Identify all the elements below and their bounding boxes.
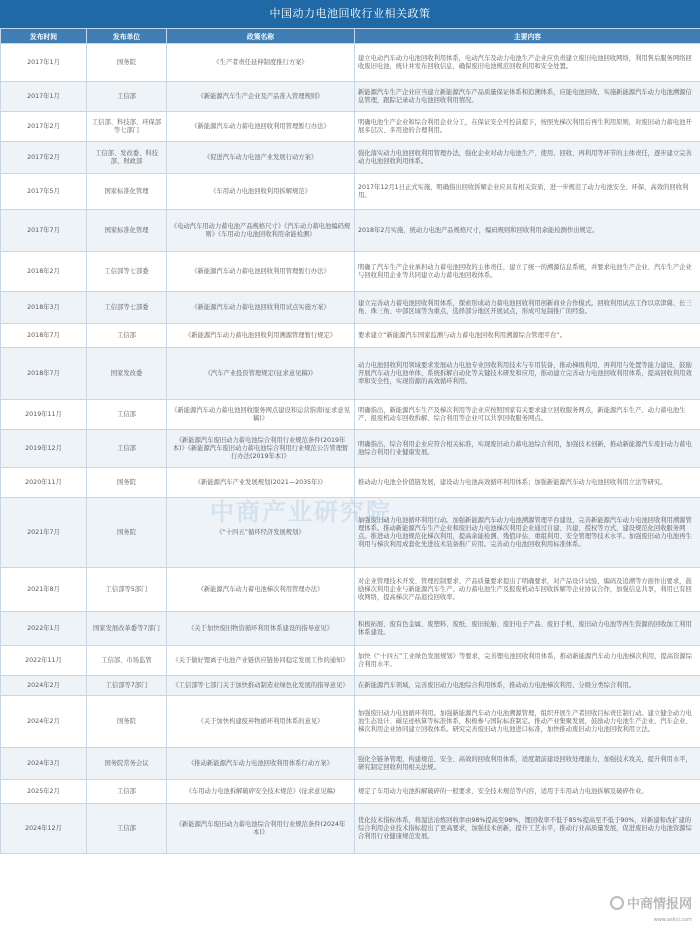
cell-name: 《新能源汽车产业发展规划(2021—2035年)》 bbox=[167, 468, 355, 498]
cell-content: 明确了汽车生产企业承担动力蓄电池回收的主体责任，建立了统一的溯源信息系统，并要求电池生产企业、汽车生产企业与回收利用企业等共同建立动力蓄电池回收体系。 bbox=[355, 252, 700, 292]
cell-time: 2022年1月 bbox=[1, 612, 87, 646]
table-row bbox=[1, 498, 700, 568]
cell-content: 对企业管理技术开发、管理控制要求、产品质量要求提出了明确要求，对产品设计试验、编码及追溯等方面作出要求，鼓励梯次利用企业与新能源汽车生产、动力蓄电池生产及报废机动车回收拆解等企业协议合作，加强信息共享，利用已有回收网络，提高梯次产品退役回收率。 bbox=[355, 568, 700, 612]
table-row bbox=[1, 676, 700, 696]
cell-content: 规定了车用动力电池拆解破碎的一般要求、安全技术规范等内容，适用于车用动力电池拆解及破碎作业。 bbox=[355, 780, 700, 804]
cell-content: 强化落实动力电池回收利用管理办法，强化企业对动力电池生产、使用、回收、再利用等环节的主体责任，逐步建立完善动力电池回收利用体系。 bbox=[355, 142, 700, 174]
page-title: 中国动力电池回收行业相关政策 bbox=[0, 0, 700, 28]
table-row bbox=[1, 400, 700, 430]
cell-dept: 工信部、发改委、科技部、财政部 bbox=[87, 142, 167, 174]
cell-dept: 工信部等七部委 bbox=[87, 252, 167, 292]
cell-time: 2024年12月 bbox=[1, 804, 87, 854]
cell-content: 推动动力电池全价值链发展，建设动力电池高效循环利用体系；加强新能源汽车动力电池回收利用立法等研究。 bbox=[355, 468, 700, 498]
table-row bbox=[1, 82, 700, 112]
cell-content: 明确电池生产企业和综合利用企业分工，在保证安全可控前提下，按照先梯次利用后再生利用原则，对废旧动力蓄电池开展多层次、多用途的合理利用。 bbox=[355, 112, 700, 142]
cell-name: 《生产者责任延伸制度推行方案》 bbox=[167, 44, 355, 82]
table-row bbox=[1, 568, 700, 612]
cell-dept: 工信部等七部委 bbox=[87, 292, 167, 324]
cell-dept: 国务院 bbox=[87, 498, 167, 568]
cell-time: 2021年8月 bbox=[1, 568, 87, 612]
cell-dept: 国务院 bbox=[87, 696, 167, 748]
cell-time: 2024年3月 bbox=[1, 748, 87, 780]
cell-time: 2019年11月 bbox=[1, 400, 87, 430]
cell-time: 2025年2月 bbox=[1, 780, 87, 804]
cell-name: 《车用动力电池拆解破碎安全技术规范》(征求意见稿) bbox=[167, 780, 355, 804]
cell-time: 2017年2月 bbox=[1, 142, 87, 174]
cell-time: 2017年5月 bbox=[1, 174, 87, 210]
cell-time: 2018年3月 bbox=[1, 292, 87, 324]
cell-name: 《新能源汽车废旧动力蓄电池综合利用行业规范条件(2024年本)》 bbox=[167, 804, 355, 854]
cell-dept: 工信部 bbox=[87, 400, 167, 430]
cell-dept: 工信部等7部门 bbox=[87, 676, 167, 696]
cell-name: 《新能源汽车动力蓄电池回收利用试点实施方案》 bbox=[167, 292, 355, 324]
cell-time: 2024年2月 bbox=[1, 676, 87, 696]
cell-time: 2017年2月 bbox=[1, 112, 87, 142]
table-row bbox=[1, 324, 700, 348]
header-dept: 发布单位 bbox=[87, 29, 167, 44]
cell-dept: 国务院 bbox=[87, 44, 167, 82]
cell-content: 优化技术指标体系，将湿法冶炼回收率由98%提高至98%，锂回收率不低于85%提高至不低于90%，对新建和改扩建的综合利用企业技术指标提出了更高要求，加强技术创新，提升工艺水平，推动行业高质量发展，促进废旧动力电池资源综合利用行业健康规范发展。 bbox=[355, 804, 700, 854]
cell-dept: 国家标准化管理 bbox=[87, 210, 167, 252]
cell-content: 明确指出，新能源汽车生产及梯次利用等企业应按照国家有关要求建立回收服务网点，新能源汽车生产、动力蓄电池生产、报废机动车回收拆解、综合利用等企业可以共享回收服务网点。 bbox=[355, 400, 700, 430]
cell-name: 《“十四五”循环经济发展规划》 bbox=[167, 498, 355, 568]
brand-logo bbox=[610, 893, 692, 912]
cell-dept: 国务院常务会议 bbox=[87, 748, 167, 780]
cell-dept: 工信部、市场监管 bbox=[87, 646, 167, 676]
table-row bbox=[1, 804, 700, 854]
cell-name: 《新能源汽车动力蓄电池回收利用溯源管理暂行规定》 bbox=[167, 324, 355, 348]
policy-table bbox=[0, 28, 700, 854]
cell-time: 2017年1月 bbox=[1, 82, 87, 112]
cell-content: 加强废旧动力电池循环利用行动。加强新能源汽车动力电池溯源管理平台建设，完善新能源汽车动力电池回收利用溯源管理体系。推动新能源汽车生产企业和废旧动力电池梯次利用企业通过自建、共建、授权等方式，建设规范化回收服务网点。推进动力电池规范化梯次利用，提高余能检测、残值评估、重组利用、安全管理等技术水平。加强废旧动力电池再生利用与梯次利用成套化先进技术装备推广应用。完善动力电池回收利用标准体系。 bbox=[355, 498, 700, 568]
cell-content: 建立电动汽车动力电池回收利用体系，电动汽车及动力电池生产企业应负责建立废旧电池回收网络，利用售后服务网络回收废旧电池，统计并发布回收信息，确保废旧电池规范回收利用和安全处置。 bbox=[355, 44, 700, 82]
cell-time: 2022年11月 bbox=[1, 646, 87, 676]
cell-time: 2017年7月 bbox=[1, 210, 87, 252]
header-content: 主要内容 bbox=[355, 29, 700, 44]
cell-time: 2021年7月 bbox=[1, 498, 87, 568]
table-row bbox=[1, 292, 700, 324]
header-name: 政策名称 bbox=[167, 29, 355, 44]
header-time: 发布时间 bbox=[1, 29, 87, 44]
cell-content: 要求建立“新能源汽车国家监测与动力蓄电池回收利用溯源综合管理平台”。 bbox=[355, 324, 700, 348]
cell-name: 《新能源汽车生产企业及产品准入管理规则》 bbox=[167, 82, 355, 112]
table-row bbox=[1, 646, 700, 676]
cell-content: 动力电池回收利用领域要求发展动力电池专业回收利用技术与专用装备，推动梯级利用、再利用与处置等能力建设，鼓励开展汽车动力电池单体、系统拆解自动化等关键技术研发和应用，推动建立完善动力电池回收利用体系，提高回收利用效率和安全性，实现资源的高效循环利用。 bbox=[355, 348, 700, 400]
cell-name: 《电动汽车用动力蓄电池产品规格尺寸》《汽车动力蓄电池编码规则》《车用动力电池回收利用余能检测》 bbox=[167, 210, 355, 252]
cell-time: 2018年7月 bbox=[1, 324, 87, 348]
table-row bbox=[1, 348, 700, 400]
cell-content: 建立完善动力蓄电池回收利用体系，探索形成动力蓄电池回收利用创新商业合作模式。回收利用试点工作以京津冀、长三角、珠三角、中部区域等为重点，选择部分地区开展试点，形成可复制推广的经验。 bbox=[355, 292, 700, 324]
table-body bbox=[1, 44, 700, 854]
cell-content: 明确指出，综合利用企业应符合相关标准，实现废旧动力蓄电池综合利用，加强技术创新，推动新能源汽车废旧动力蓄电池综合利用行业健康发展。 bbox=[355, 430, 700, 468]
table-row bbox=[1, 252, 700, 292]
cell-name: 《汽车产业投资管理规定(征求意见稿)》 bbox=[167, 348, 355, 400]
table-row bbox=[1, 112, 700, 142]
cell-name: 《新能源汽车动力蓄电池回收利用管理暂行办法》 bbox=[167, 252, 355, 292]
cell-name: 《促进汽车动力电池产业发展行动方案》 bbox=[167, 142, 355, 174]
cell-time: 2024年2月 bbox=[1, 696, 87, 748]
cell-time: 2019年12月 bbox=[1, 430, 87, 468]
cell-content: 2018年2月实施，统动力电池产品规格尺寸，编码规则和回收利用余能检测作出规定。 bbox=[355, 210, 700, 252]
brand-name: 中商情报网 bbox=[626, 897, 692, 912]
brand-logo-icon bbox=[610, 896, 624, 910]
cell-name: 《关于做好锂离子电池产业链供应链协同稳定发展工作的通知》 bbox=[167, 646, 355, 676]
table-row bbox=[1, 174, 700, 210]
cell-dept: 国务院 bbox=[87, 468, 167, 498]
cell-dept: 工信部 bbox=[87, 804, 167, 854]
cell-content: 2017年12月1日正式实施，明确指出回收拆解企业应具有相关资质，进一步规范了动力电池安全、环保、高效的回收利用。 bbox=[355, 174, 700, 210]
cell-content: 加快《“十四五”工业绿色发展规划》等要求，完善锂电池回收利用体系，推动新能源汽车动力电池梯次利用，提高资源综合利用水平。 bbox=[355, 646, 700, 676]
cell-dept: 工信部、科技部、环保部等七部门 bbox=[87, 112, 167, 142]
cell-time: 2020年11月 bbox=[1, 468, 87, 498]
cell-name: 《新能源汽车废旧动力蓄电池综合利用行业规范条件(2019年本)》《新能源汽车废旧动力蓄电池综合利用行业规范公告管理暂行办法(2019年本)》 bbox=[167, 430, 355, 468]
cell-dept: 国家发改委 bbox=[87, 348, 167, 400]
table-row bbox=[1, 430, 700, 468]
table-header-row bbox=[1, 29, 700, 44]
cell-name: 《车用动力电池回收利用拆解规范》 bbox=[167, 174, 355, 210]
table-row bbox=[1, 142, 700, 174]
cell-dept: 工信部 bbox=[87, 780, 167, 804]
cell-name: 《工信部等七部门关于加快推动制造业绿色化发展的指导意见》 bbox=[167, 676, 355, 696]
cell-content: 新能源汽车生产企业应当建立新能源汽车产品质量保证体系和追溯体系，应能电池回收、实施新能源汽车动力电池溯源信息管理，跟踪记录动力电池回收利用情况。 bbox=[355, 82, 700, 112]
table-row bbox=[1, 210, 700, 252]
cell-name: 《关于加快构建废弃物循环利用体系的意见》 bbox=[167, 696, 355, 748]
cell-time: 2017年1月 bbox=[1, 44, 87, 82]
cell-content: 强化全链条管理，构建规范、安全、高效的回收利用体系，适度超前建设回收处理能力，加强技术攻关，提升利用水平，研究制定回收利用相关法规。 bbox=[355, 748, 700, 780]
cell-time: 2018年7月 bbox=[1, 348, 87, 400]
cell-dept: 国家发展改革委等7部门 bbox=[87, 612, 167, 646]
cell-dept: 国家标准化管理 bbox=[87, 174, 167, 210]
cell-name: 《关于加快废旧物资循环利用体系建设的指导意见》 bbox=[167, 612, 355, 646]
cell-dept: 工信部 bbox=[87, 82, 167, 112]
table-row bbox=[1, 612, 700, 646]
cell-name: 《新能源汽车动力蓄电池回收利用管理暂行办法》 bbox=[167, 112, 355, 142]
cell-content: 积极拓展、废有色金属、废塑料、废纸、废旧轮胎、废旧电子产品、废旧手机、废旧动力电池等再生资源的回收加工利用体系建设。 bbox=[355, 612, 700, 646]
cell-name: 《新能源汽车动力蓄电池梯次利用管理办法》 bbox=[167, 568, 355, 612]
cell-dept: 工信部 bbox=[87, 324, 167, 348]
cell-name: 《推动新能源汽车动力电池回收利用体系行动方案》 bbox=[167, 748, 355, 780]
cell-name: 《新能源汽车动力蓄电池回收服务网点建设和运营指南(征求意见稿)》 bbox=[167, 400, 355, 430]
brand-url: www.askci.com bbox=[653, 917, 692, 923]
table-row bbox=[1, 696, 700, 748]
table-row bbox=[1, 780, 700, 804]
cell-content: 加强废旧动力电池循环利用。加强新能源汽车动力电池溯源管理，组织开展生产者回收目标责任制行动。建立健全动力电池生态设计、碳足迹核算等标准体系，积极参与国际标准制定。推动产业集聚发展，鼓励动力电池生产企业、汽车企业、梯次利用企业协同建立回收体系。研究完善废旧动力电池进口标准，加快推动废旧动力电池回收利用立法。 bbox=[355, 696, 700, 748]
cell-content: 在新能源汽车领域，完善废旧动力电池综合利用体系，推动动力电池梯次利用、分级分类综合利用。 bbox=[355, 676, 700, 696]
cell-dept: 工信部 bbox=[87, 430, 167, 468]
cell-time: 2018年2月 bbox=[1, 252, 87, 292]
cell-dept: 工信部等5部门 bbox=[87, 568, 167, 612]
table-row bbox=[1, 468, 700, 498]
table-row bbox=[1, 44, 700, 82]
table-row bbox=[1, 748, 700, 780]
